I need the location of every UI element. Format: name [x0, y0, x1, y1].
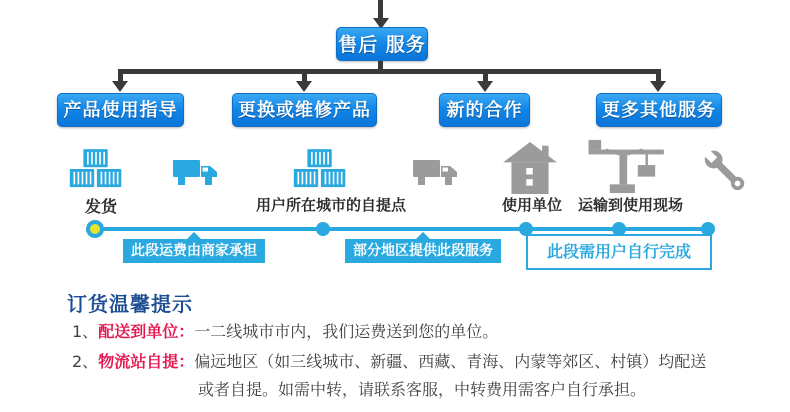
tip-2-number: 2、: [72, 352, 99, 371]
branch-node-replace-or-repair: 更换或维修产品: [232, 93, 377, 127]
containers-icon: [68, 148, 124, 190]
tip-1-number: 1、: [72, 322, 99, 341]
truck-icon-blue: [172, 157, 218, 190]
stop-label-transport-to-site: 运输到使用现场: [578, 196, 684, 214]
branch-node-more-services: 更多其他服务: [596, 93, 722, 127]
tips-title: 订货温馨提示: [67, 292, 193, 316]
tip-item-1: [72, 319, 498, 342]
root-node-after-sales-service: 售后 服务: [336, 27, 428, 61]
tip-item-2-line-1: [72, 349, 706, 372]
tip-1-highlight: 配送到单位：: [98, 322, 195, 341]
segment-tag-merchant-pays: 此段运费由商家承担: [123, 239, 265, 263]
tip-1-text: 一二线城市市内，我们运费送到您的单位。: [194, 322, 499, 341]
containers-icon: [292, 148, 348, 190]
timeline-dot-using-unit: [519, 222, 533, 236]
segment-box-user-self-complete: 此段需用户自行完成: [526, 234, 712, 270]
house-icon: [502, 142, 558, 194]
timeline-dot-end: [701, 222, 715, 236]
stop-label-shipping: 发货: [85, 197, 118, 216]
branch2-arrowhead: [296, 81, 312, 92]
timeline-dot-pickup: [316, 222, 330, 236]
timeline-dot-transport: [612, 222, 626, 236]
tip-2-highlight: 物流站自提：: [98, 352, 195, 371]
branch3-arrowhead: [477, 81, 493, 92]
branch-node-product-usage-guidance: 产品使用指导: [57, 93, 184, 127]
branch1-arrowhead: [112, 81, 128, 92]
timeline-dot-start: [86, 220, 104, 238]
root-incoming-stem: [378, 0, 383, 19]
branch-connector-bar: [118, 69, 661, 74]
branch4-arrowhead: [650, 81, 666, 92]
segment-tag-partial-area-service: 部分地区提供此段服务: [345, 239, 501, 263]
tip-2-text: 偏远地区（如三线城市、新疆、西藏、青海、内蒙等郊区、村镇）均配送: [194, 352, 707, 371]
branch-node-new-cooperation: 新的合作: [439, 93, 530, 127]
truck-icon-gray: [412, 157, 458, 190]
wrench-icon: [700, 146, 750, 194]
crane-icon: [586, 138, 678, 194]
stop-label-using-unit: 使用单位: [502, 196, 563, 214]
tip-item-2-line-2: 或者自提。如需中转，请联系客服，中转费用需客户自行承担。: [198, 380, 647, 399]
stop-label-pickup-point: 用户所在城市的自提点: [256, 196, 407, 214]
